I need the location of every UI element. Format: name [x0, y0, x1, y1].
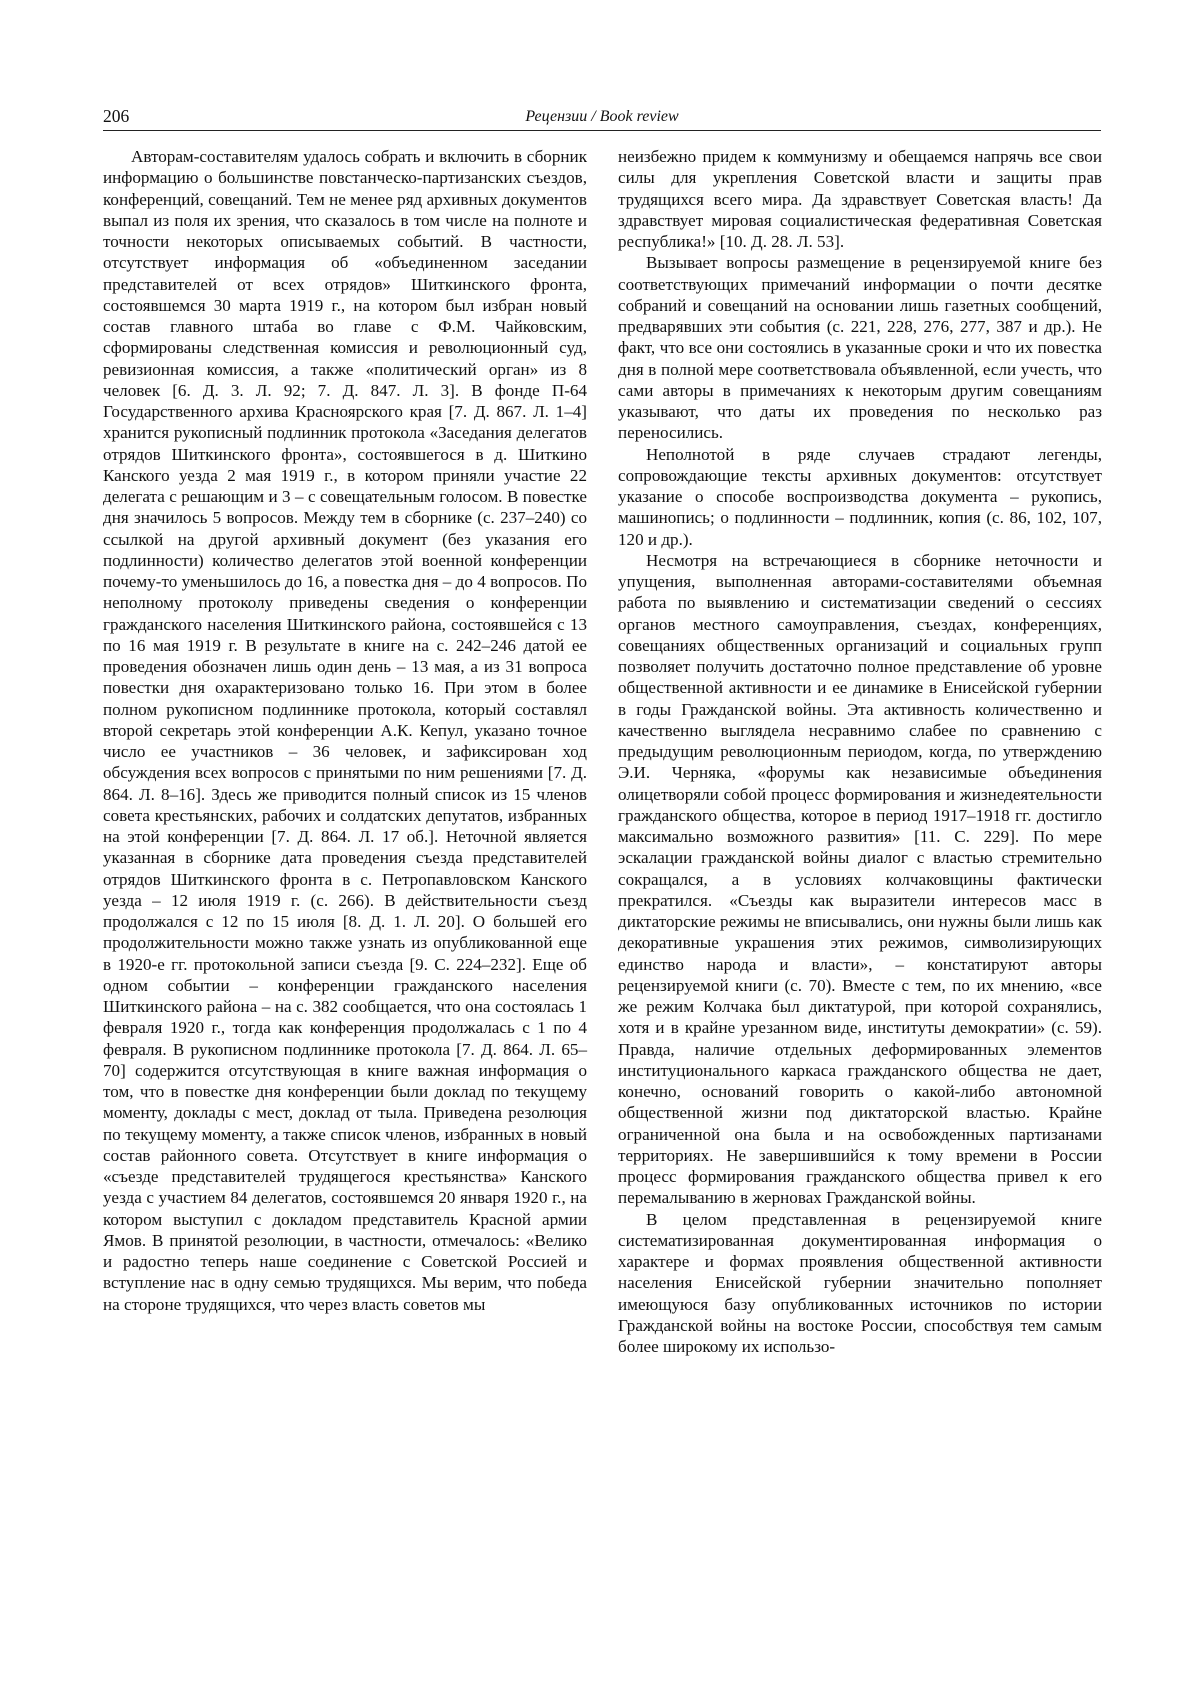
paragraph: В целом представленная в рецензируемой книге систематизированная документированная информация о характере и формах проявления общественной активности населения Енисейской губернии значительно пополняет имеющуюся базу опубликованных источников по истории Гражданской войны на востоке России, способствуя тем самым более широкому их использо- — [618, 1209, 1102, 1356]
paragraph: Неполнотой в ряде случаев страдают легенды, сопровождающие тексты архивных документов: отсутствует указание о способе воспроизводства документа – рукопись, машинопись; о подлинности – подлинник, копия (с. 86, 102, 107, 120 и др.). — [618, 444, 1102, 549]
paragraph: Несмотря на встречающиеся в сборнике неточности и упущения, выполненная авторами-составителями объемная работа по выявлению и систематизации сведений о сессиях органов местного самоуправления, съездах, конференциях, совещаниях общественных организаций и социальных групп позволяет получить достаточно полное представление об уровне общественной активности и ее динамике в Енисейской губернии в годы Гражданской войны. Эта активность количественно и качественно выглядела несравнимо слабее по сравнению с предыдущим революционным периодом, когда, по утверждению Э.И. Черняка, «форумы как независимые объединения олицетворяли собой процесс формирования и жизнедеятельности гражданского общества, которое в период 1917–1918 гг. достигло максимально возможного развития» [11. С. 229]. По мере эскалации гражданской войны диалог с властью стремительно сокращался, а в условиях колчаковщины фактически прекратился. «Съезды как выразители интересов масс в диктаторские режимы не вписывались, они нужны были лишь как декоративные украшения этих режимов, символизирующих единство народа и власти», – констатируют авторы рецензируемой книги (с. 70). Вместе с тем, по их мнению, «все же режим Колчака был диктатурой, при которой сохранялись, хотя и в крайне урезанном виде, институты демократии» (с. 59). Правда, наличие отдельных деформированных элементов институционального каркаса гражданского общества не дает, конечно, оснований говорить о какой-либо автономной общественной жизни под диктаторской властью. Крайне ограниченной она была и на освобожденных партизанами территориях. Не завершившийся к тому времени в России процесс формирования гражданского общества привел к его перемалыванию в жерновах Гражданской войны. — [618, 550, 1102, 1208]
paragraph-continuation: неизбежно придем к коммунизму и обещаемся напрячь все свои силы для укрепления Советской власти и защиты прав трудящихся всего мира. Да здравствует Советская власть! Да здравствует мировая социалистическая федеративная Советская республика!» [10. Д. 28. Л. 53]. — [618, 147, 1102, 251]
page-header — [103, 104, 1101, 131]
paragraph: Авторам-составителям удалось собрать и включить в сборник информацию о большинстве повстанческо-партизанских съездов, конференций, совещаний. Тем не менее ряд архивных документов выпал из поля их зрения, что сказалось в том числе на полноте и точности некоторых описываемых событий. В частности, отсутствует информация об «объединенном заседании представителей от всех отрядов» Шиткинского фронта, состоявшемся 30 марта 1919 г., на котором был избран новый состав главного штаба во главе с Ф.М. Чайковским, сформированы следственная комиссия и революционный суд, ревизионная комиссия, а также «политический орган» из 8 человек [6. Д. 3. Л. 92; 7. Д. 847. Л. 3]. В фонде П-64 Государственного архива Красноярского края [7. Д. 867. Л. 1–4] хранится рукописный подлинник протокола «Заседания делегатов отрядов Шиткинского фронта», состоявшегося в д. Шиткино Канского уезда 2 мая 1919 г., в котором приняли участие 22 делегата с решающим и 3 – с совещательным голосом. В повестке дня значилось 5 вопросов. Между тем в сборнике (с. 237–240) со ссылкой на другой архивный документ (без указания его подлинности) количество делегатов этой военной конференции почему-то уменьшилось до 16, а повестка дня – до 4 вопросов. По неполному протоколу приведены сведения о конференции гражданского населения Шиткинского района, состоявшейся с 13 по 16 мая 1919 г. В результате в книге на с. 242–246 датой ее проведения обозначен лишь один день – 13 мая, а из 31 вопроса повестки дня охарактеризовано только 16. При этом в более полном рукописном подлиннике протокола, который составлял второй секретарь этой конференции А.К. Кепул, указано точное число ее участников – 36 человек, и зафиксирован ход обсуждения всех вопросов с принятыми по ним решениями [7. Д. 864. Л. 8–16]. Здесь же приводится полный список из 15 членов совета крестьянских, рабочих и солдатских депутатов, избранных на этой конференции [7. Д. 864. Л. 17 об.]. Неточной является указанная в сборнике дата проведения съезда представителей отрядов Шиткинского фронта в с. Петропавловском Канского уезда – 12 июля 1919 г. (с. 266). В действительности съезд продолжался с 12 по 15 июля [8. Д. 1. Л. 20]. О большей его продолжительности можно также узнать из опубликованной еще в 1920-е гг. протокольной записи съезда [9. С. 224–232]. Еще об одном событии – конференции гражданского населения Шиткинского района – на с. 382 сообщается, что она состоялась 1 февраля 1920 г., тогда как конференция продолжалась с 1 по 4 февраля. В рукописном подлиннике протокола [7. Д. 864. Л. 65–70] содержится отсутствующая в книге важная информация о том, что в повестке дня конференции были доклад по текущему моменту, доклады с мест, доклад от тыла. Приведена резолюция по текущему моменту, а также список членов, избранных в новый состав районного совета. Отсутствует в книге информация о «съезде представителей трудящегося крестьянства» Канского уезда с участием 84 делегатов, состоявшемся 20 января 1920 г., на котором выступил с докладом представитель Красной армии Ямов. В принятой резолюции, в частности, отмечалось: «Велико и радостно теперь наше соединение с Советской Россией и вступление нас в одну семью трудящихся. Мы верим, что победа на стороне трудящихся, что через власть советов мы — [103, 147, 587, 1314]
right-column — [618, 146, 1102, 1357]
left-column — [103, 146, 587, 1315]
running-title: Рецензии / Book review — [525, 108, 679, 125]
page-number: 206 — [103, 106, 130, 126]
paragraph: Вызывает вопросы размещение в рецензируемой книге без соответствующих примечаний информации о почти десятке собраний и совещаний на основании лишь газетных сообщений, предварявших эти события (с. 221, 228, 276, 277, 387 и др.). Не факт, что все они состоялись в указанные сроки и что их повестка дня в полной мере соответствовала объявленной, если учесть, что сами авторы в примечаниях к некоторым другим совещаниям указывают, что даты их проведения по несколько раз переносились. — [618, 253, 1102, 443]
